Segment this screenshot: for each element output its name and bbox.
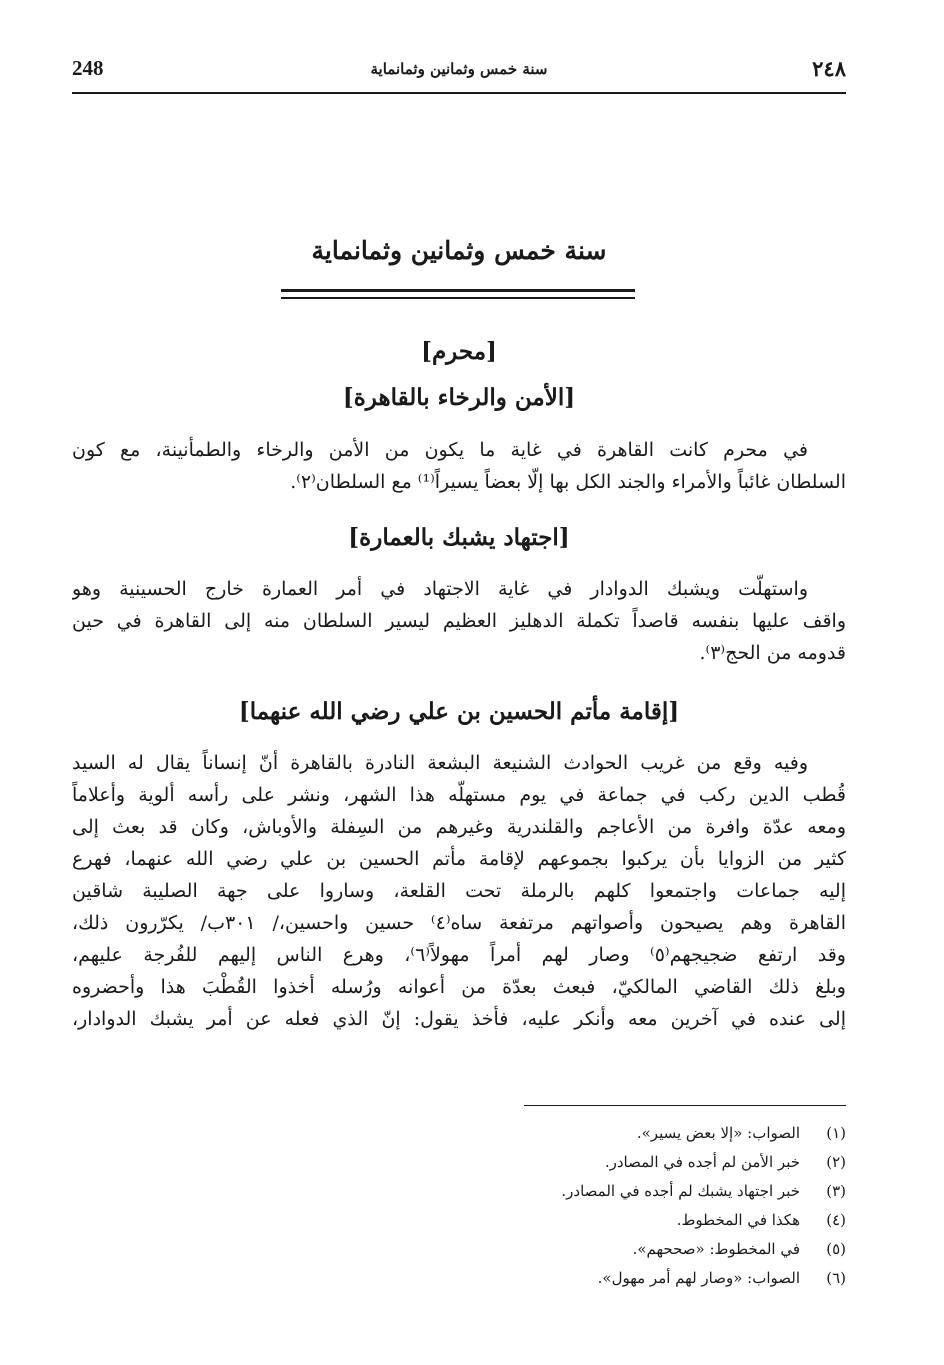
paragraph-line: السلطان غائباً والأمراء والجند الكل بها إلّا بعضاً يسيراً⁽¹⁾ مع السلطان⁽٢⁾. xyxy=(290,471,846,493)
footnote-item xyxy=(300,1177,846,1206)
footnote-item xyxy=(300,1206,846,1235)
mourning-heading: [إقامة مأتم الحسين بن علي رضي الله عنهما] xyxy=(238,698,680,725)
yashbak-heading: [اجتهاد يشبك بالعمارة] xyxy=(348,524,570,551)
title-double-rule xyxy=(281,289,635,299)
paragraph-line: وفيه وقع من غريب الحوادث الشنيعة البشعة النادرة بالقاهرة أنّ إنساناً يقال له السيد xyxy=(72,752,808,774)
paragraph-line: وبلغ ذلك القاضي المالكيّ، فبعث بعدّة من أعوانه ورُسله أخذوا القُطْبَ هذا وأحضروه xyxy=(72,976,846,998)
page-number-arabic: ٢٤٨ xyxy=(812,56,846,81)
paragraph-line: قُطب الدين ركب في جماعة في يوم مستهلّه هذا الشهر، ونشر على رأسه ألوية وأعلاماً xyxy=(72,784,846,806)
paragraph-line: كثير من الزوايا بأن يركبوا بجموعهم لإقامة مأتم الحسين بن علي رضي الله عنهما، فهرع xyxy=(72,848,846,870)
paragraph-line: وقد ارتفع ضجيجهم⁽٥⁾ وصار لهم أمراً مهولاً⁽٦⁾، وهرع الناس إليهم للفُرجة عليهم، xyxy=(72,944,846,966)
footnote-separator xyxy=(524,1105,846,1106)
footnote-item xyxy=(300,1119,846,1148)
footnote-text: خبر اجتهاد يشبك لم أجده في المصادر. xyxy=(561,1182,800,1200)
footnote-text: خبر الأمن لم أجده في المصادر. xyxy=(604,1153,800,1171)
paragraph-line: القاهرة وهم يصيحون وأصواتهم مرتفعة ساه⁽٤⁾ حسين واحسين،/ ٣٠١ب/ يكرّرون ذلك، xyxy=(72,912,846,934)
footnote-number: (٣) xyxy=(826,1182,846,1200)
running-title: سنة خمس وثمانين وثمانماية xyxy=(370,60,548,78)
yashbak-paragraph xyxy=(72,573,846,669)
year-title: سنة خمس وثمانين وثمانماية xyxy=(311,236,607,265)
page-number-latin: 248 xyxy=(72,56,104,80)
security-heading: [الأمن والرخاء بالقاهرة] xyxy=(342,384,576,411)
paragraph-line: في محرم كانت القاهرة في غاية ما يكون من الأمن والرخاء والطمأنينة، مع كون xyxy=(72,439,808,461)
paragraph-line: إلى عنده في آخرين معه وأنكر عليه، فأخذ يقول: إنّ الذي فعله عن أمر يشبك الدوادار، xyxy=(72,1008,846,1030)
footnote-number: (٦) xyxy=(826,1269,846,1287)
security-paragraph xyxy=(72,434,846,498)
running-header xyxy=(72,52,846,94)
footnote-number: (٥) xyxy=(826,1240,846,1258)
footnote-text: في المخطوط: «صححهم». xyxy=(632,1240,800,1258)
footnote-item xyxy=(300,1148,846,1177)
footnotes xyxy=(300,1119,846,1293)
footnote-number: (٢) xyxy=(826,1153,846,1171)
footnote-item xyxy=(300,1235,846,1264)
paragraph-line: واقف عليها بنفسه قاصداً تكملة الدهليز العظيم ليسير السلطان منه إلى القاهرة في حين xyxy=(72,610,846,632)
paragraph-line: قدومه من الحج⁽٣⁾. xyxy=(699,642,846,664)
footnote-number: (٤) xyxy=(826,1211,846,1229)
footnote-item xyxy=(300,1264,846,1293)
month-heading: [محرم] xyxy=(421,338,497,365)
paragraph-line: إليه جماعات واجتمعوا كلهم بالرملة تحت القلعة، وساروا على جهة الصليبة شاقين xyxy=(72,880,846,902)
footnote-text: الصواب: «إلا بعض يسير». xyxy=(636,1124,800,1142)
footnote-number: (١) xyxy=(826,1124,846,1142)
paragraph-line: ومعه عدّة وافرة من الأعاجم والقلندرية وغيرهم من السِفلة والأوباش، وكان قد بعث إلى xyxy=(72,816,846,838)
footnote-text: هكذا في المخطوط. xyxy=(676,1211,800,1229)
footnote-text: الصواب: «وصار لهم أمر مهول». xyxy=(597,1269,800,1287)
mourning-paragraph xyxy=(72,747,846,1035)
paragraph-line: واستهلّت ويشبك الدوادار في غاية الاجتهاد في أمر العمارة خارج الحسينية وهو xyxy=(72,578,808,600)
